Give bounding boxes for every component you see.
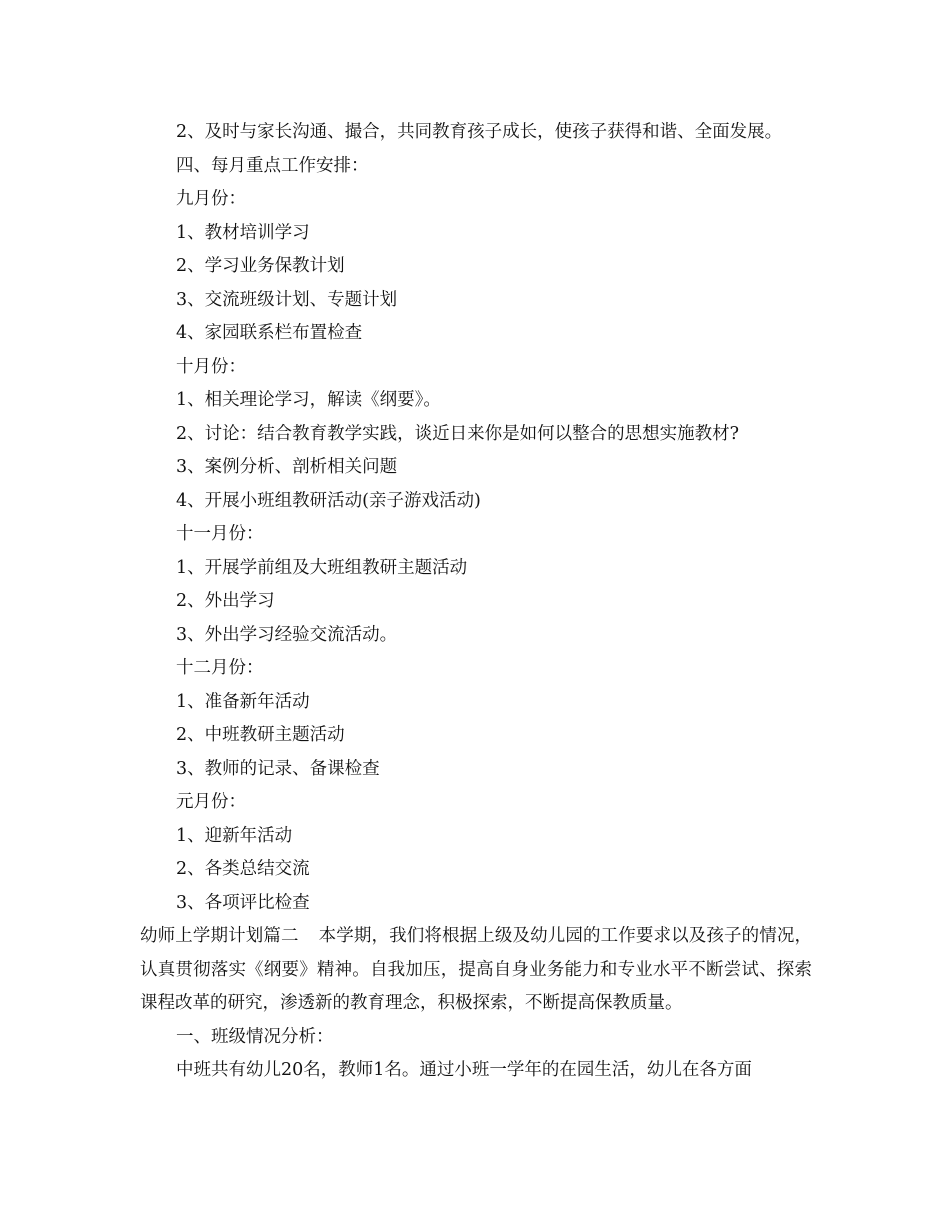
list-item: 3、外出学习经验交流活动。	[176, 624, 398, 645]
month-heading-january: 元月份：	[176, 792, 246, 812]
month-heading-november: 十一月份：	[176, 524, 264, 544]
list-item: 1、迎新年活动	[176, 825, 293, 846]
heading-class-analysis: 一、班级情况分析：	[176, 1026, 334, 1047]
list-item: 2、各类总结交流	[176, 859, 310, 879]
text-line-1: 2、及时与家长沟通、撮合，共同教育孩子成长，使孩子获得和谐、全面发展。	[176, 122, 783, 142]
list-item: 1、相关理论学习，解读《纲要》。	[176, 390, 441, 410]
section-heading-monthly-plan: 四、每月重点工作安排：	[176, 155, 369, 176]
list-item: 3、教师的记录、备课检查	[176, 758, 380, 779]
list-item: 2、外出学习	[176, 591, 275, 611]
month-heading-december: 十二月份：	[176, 658, 264, 678]
list-item: 3、交流班级计划、专题计划	[176, 289, 398, 310]
document-body	[140, 116, 812, 1088]
section-two-title: 幼师上学期计划篇二	[140, 926, 299, 946]
list-item: 1、教材培训学习	[176, 222, 310, 243]
list-item: 1、准备新年活动	[176, 691, 310, 712]
list-item: 3、案例分析、剖析相关问题	[176, 457, 398, 477]
list-item: 1、开展学前组及大班组教研主题活动	[176, 557, 468, 578]
month-heading-october: 十月份：	[176, 356, 246, 377]
section-two-paragraph	[140, 920, 812, 1021]
list-item: 4、家园联系栏布置检查	[176, 323, 363, 343]
month-heading-september: 九月份：	[176, 189, 246, 209]
list-item: 2、讨论：结合教育教学实践，谈近日来你是如何以整合的思想实施教材?	[176, 423, 740, 444]
list-item: 2、学习业务保教计划	[176, 256, 345, 276]
section-two-body: 本学期，我们将根据上级及幼儿园的工作要求以及孩子的情况，认真贯彻落实《纲要》精神。自我加压，提高自身业务能力和专业水平不断尝试、探索课程改革的研究，渗透新的教育理念，积极探索，不断提高保教质量。	[140, 926, 812, 1013]
class-intro-paragraph: 中班共有幼儿20名，教师1名。通过小班一学年的在园生活，幼儿在各方面	[176, 1060, 752, 1080]
list-item: 2、中班教研主题活动	[176, 725, 345, 745]
list-item: 3、各项评比检查	[176, 892, 310, 913]
list-item: 4、开展小班组教研活动(亲子游戏活动)	[176, 490, 481, 511]
